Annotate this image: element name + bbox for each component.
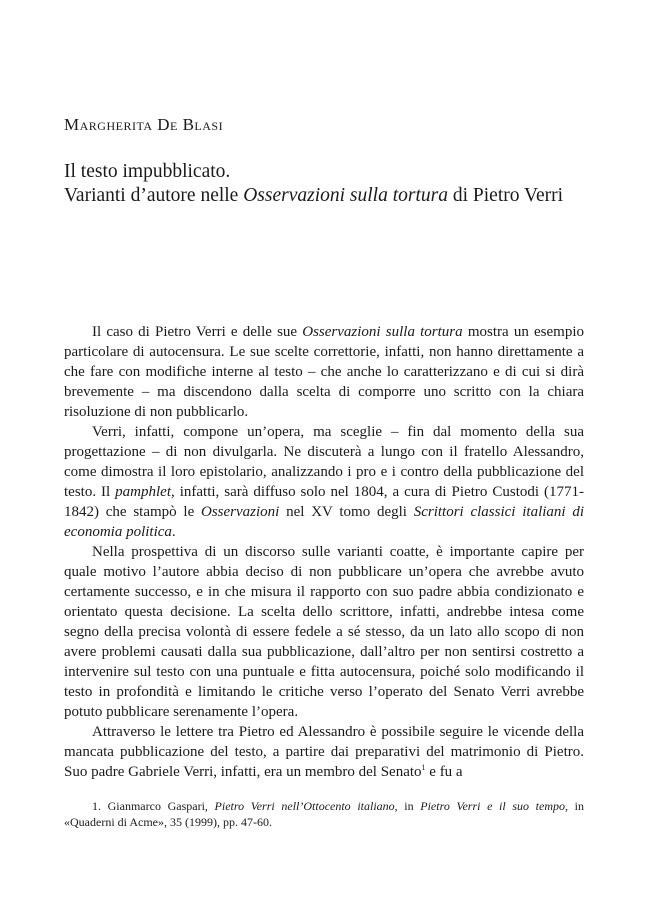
italic-run: Osservazioni — [201, 504, 280, 520]
footnote-ref[interactable]: 1 — [421, 763, 426, 772]
text-run: , in — [394, 799, 421, 813]
text-run: , infatti, sarà diffuso solo nel 1804, a cura di Pietro Custodi (1771-1842) che stampò le — [64, 484, 584, 520]
italic-run: Scrittori classici italiani di economia politica — [64, 504, 585, 540]
italic-run: Pietro Verri nell’Ottocento italiano — [214, 799, 395, 813]
author-name: Margherita De Blasi — [64, 115, 224, 134]
text-run: 1. Gianmarco Gaspari, — [92, 799, 215, 813]
paragraph-4 — [64, 722, 584, 782]
text-run: Verri, infatti, compone un’opera, ma sceglie – fin dal momento della sua progettazione – di non divulgarla. Ne discuterà a lungo con il fratello Alessandro, come dimostra il loro epistolario, analizzando i pro e i contro della pubblicazione del testo. Il — [64, 424, 584, 500]
footnote-1 — [64, 798, 584, 830]
chapter-title — [64, 160, 604, 208]
text-run: nel XV tomo degli — [279, 504, 414, 520]
text-run: . — [171, 524, 176, 540]
text-run: e fu a — [425, 764, 463, 780]
text-run: , in «Quaderni di Acme», 35 (1999), pp. 47-60. — [64, 799, 584, 829]
paragraph-1 — [64, 322, 584, 422]
title-text: Varianti d’autore nelle — [64, 185, 244, 206]
paragraph-2 — [64, 422, 584, 542]
title-line-2 — [64, 184, 604, 208]
main-text — [64, 322, 584, 782]
text-run: Il caso di Pietro Verri e delle sue — [92, 324, 303, 340]
italic-run: Pietro Verri e il suo tempo — [420, 799, 565, 813]
text-run: Attraverso le lettere tra Pietro ed Alessandro è possibile seguire le vicende della mancata pubblicazione del testo, a partire dai preparativi del matrimonio di Pietro. Suo padre Gabriele Verri, infatti, era un membro del Senato — [64, 724, 584, 780]
footnote — [64, 798, 584, 830]
italic-run: Osservazioni sulla tortura — [302, 324, 463, 340]
title-line-1: Il testo impubblicato. — [64, 161, 231, 182]
paragraph-3: Nella prospettiva di un discorso sulle varianti coatte, è importante capire per quale motivo l’autore abbia deciso di non pubblicare un’opera che avrebbe avuto certamente successo, e in che misura il rapporto con suo padre abbia condizionato e orientato questa decisione. La scelta dello scrittore, infatti, andrebbe intesa come segno della precisa volontà di essere fedele a sé stesso, da un lato allo scopo di non avere problemi causati dalla sua pubblicazione, dall’altro per non sentirsi costretto a intervenire sul testo con una puntuale e fitta autocensura, poiché solo modificando il testo in profondità e limitando le critiche verso l’operato del Senato Verri avrebbe potuto pubblicare serenamente l’opera. — [64, 544, 584, 720]
title-text: di Pietro Verri — [448, 185, 564, 206]
title-work-italic: Osservazioni sulla tortura — [243, 185, 448, 206]
text-run: mostra un esempio particolare di autocensura. Le sue scelte correttorie, infatti, non hanno direttamente a che fare con modifiche interne al testo – che anche lo caratterizzano e di cui si dirà brevemente – ma discendono dalla scelta di comporre uno scritto con la chiara risoluzione di non pubblicarlo. — [64, 324, 584, 420]
italic-run: pamphlet — [115, 484, 171, 500]
